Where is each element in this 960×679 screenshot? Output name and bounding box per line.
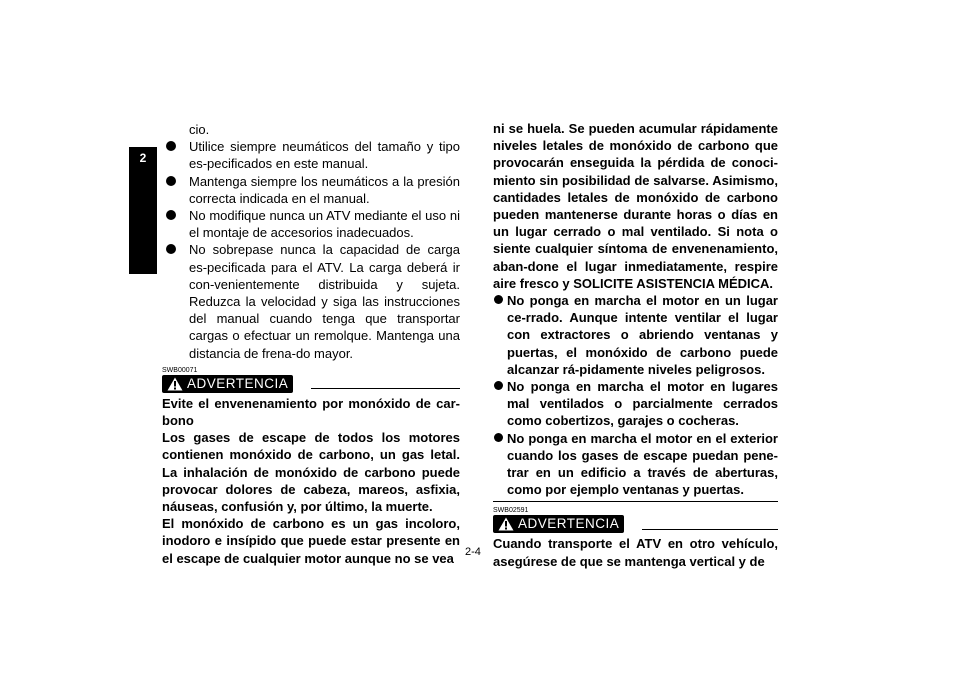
- bullet-icon: [494, 295, 503, 304]
- list-item: No ponga en marcha el motor en el exterior cuando los gases de escape puedan pene-trar en un edificio a través de aberturas, como por ejemplo ventanas y puertas.: [493, 430, 778, 499]
- list-item: No ponga en marcha el motor en un lugar ce-rrado. Aunque intente ventilar el lugar con extractores o abriendo ventanas y puertas, el monóxido de carbono puede alcanzar rá-pidamente niveles peligrosos.: [493, 292, 778, 378]
- warning-triangle-icon: [498, 517, 514, 531]
- warning-paragraph: Cuando transporte el ATV en otro vehículo, asegúrese de que se mantenga vertical y de: [493, 536, 778, 569]
- warning-header: [493, 515, 778, 533]
- list-item: No modifique nunca un ATV mediante el uso ni el montaje de accesorios inadecuados.: [162, 207, 460, 241]
- right-column: [493, 120, 778, 570]
- warning-banner: [493, 515, 624, 533]
- warning-end-rule: [493, 501, 778, 502]
- page-number: 2-4: [465, 546, 481, 558]
- warning-triangle-icon: [167, 377, 183, 391]
- warning-paragraph: ni se huela. Se pueden acumular rápidamente niveles letales de monóxido de carbono que provocarán enseguida la pérdida de conoci-miento sin posibilidad de salvarse. Asimismo, cantidades letales de monóxido de carbono pueden mantenerse durante horas o días en un lugar cerrado o mal ventilado. Si nota o siente cualquier síntoma de envenenamiento, aban-done el lugar inmediatamente, respire aire fresco y SOLICITE ASISTENCIA MÉDICA.: [493, 121, 778, 291]
- bullet-icon: [494, 381, 503, 390]
- warning-rule: [311, 388, 460, 389]
- list-item: Mantenga siempre los neumáticos a la presión correcta indicada en el manual.: [162, 173, 460, 207]
- warning-title: Evite el envenenamiento por monóxido de car-bono: [162, 395, 460, 429]
- left-column: [162, 121, 460, 567]
- warning-paragraph: El monóxido de carbono es un gas incoloro, inodoro e insípido que puede estar presente en el escape de cualquier motor aunque no se vea: [162, 516, 460, 566]
- chapter-tab: 2: [129, 147, 157, 274]
- warning-rule: [642, 529, 778, 530]
- warning-label: ADVERTENCIA: [518, 516, 620, 532]
- warning-label: ADVERTENCIA: [187, 375, 289, 391]
- warning-code: SWB02591: [493, 507, 529, 515]
- list-item: No ponga en marcha el motor en lugares mal ventilados o parcialmente cerrados como cobertizos, garajes o cocheras.: [493, 378, 778, 430]
- continued-text: cio.: [189, 122, 210, 137]
- warning-code: SWB00071: [162, 366, 198, 374]
- bullet-icon: [166, 141, 176, 151]
- bullet-icon: [494, 433, 503, 442]
- bullet-icon: [166, 244, 176, 254]
- warning-paragraph: Los gases de escape de todos los motores contienen monóxido de carbono, un gas letal. La inhalación de monóxido de carbono puede provocar dolores de cabeza, mareos, asfixia, náuseas, confusión y, por último, la muerte.: [162, 430, 460, 515]
- warning-header: [162, 375, 460, 393]
- list-item: Utilice siempre neumáticos del tamaño y tipo es-pecificados en este manual.: [162, 138, 460, 172]
- warning-banner: [162, 375, 293, 393]
- bullet-icon: [166, 210, 176, 220]
- bullet-icon: [166, 176, 176, 186]
- list-item: No sobrepase nunca la capacidad de carga es-pecificada para el ATV. La carga deberá ir con-venientemente distribuida y sujeta. Reduzca la velocidad y siga las instrucciones del manual cuando tenga que transportar cargas o efectuar un remolque. Mantenga una distancia de frena-do mayor.: [162, 241, 460, 361]
